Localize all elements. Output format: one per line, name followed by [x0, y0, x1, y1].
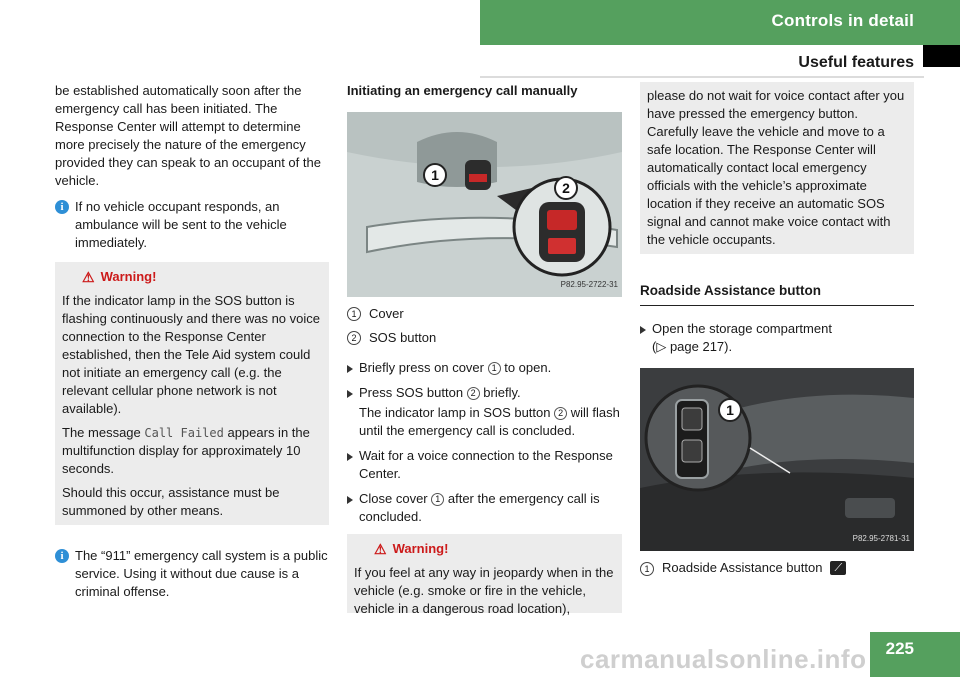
step-arrow-icon — [347, 496, 353, 504]
info-icon: i — [55, 200, 69, 214]
callout-number: 1 — [640, 562, 654, 576]
info-text: The “911” emergency call system is a public service. Using it without due cause is a criminal offense. — [75, 548, 328, 599]
column-left — [55, 82, 329, 611]
callout-number: 1 — [347, 307, 361, 321]
header-bar — [480, 0, 960, 45]
svg-text:1: 1 — [431, 167, 439, 183]
warning-triangle-icon: ⚠ — [82, 269, 95, 285]
legend-text: Cover — [369, 306, 404, 321]
warning-paragraph-message — [62, 424, 322, 478]
callout-number: 2 — [467, 387, 480, 400]
svg-text:2: 2 — [562, 180, 570, 196]
legend-text: Roadside Assistance button — [662, 560, 823, 575]
callout-number: 1 — [488, 362, 501, 375]
step-item — [347, 384, 622, 402]
roadside-button-figure — [640, 368, 914, 551]
callout-number: 2 — [554, 407, 567, 420]
text: after the emergency call is concluded. — [359, 491, 600, 524]
callout-number: 1 — [431, 493, 444, 506]
step-text — [652, 320, 832, 356]
step-text — [359, 359, 551, 377]
legend-text: SOS button — [369, 330, 437, 345]
sos-button-illustration — [347, 112, 622, 297]
column-middle — [347, 82, 622, 616]
step-arrow-icon — [347, 365, 353, 373]
text: will flash until the emergency call is concluded. — [359, 405, 620, 438]
warning-box — [347, 534, 622, 616]
info-icon: i — [55, 549, 69, 563]
intro-paragraph: be established automatically soon after the emergency call has been initiated. The Response Center will attempt to determine more precisely the nature of the emergency provided they can speak to an occupant of the vehicle. — [55, 83, 321, 188]
info-text: If no vehicle occupant responds, an ambulance will be sent to the vehicle immediately. — [75, 199, 287, 250]
warning-paragraph: If you feel at any way in jeopardy when in the vehicle (e.g. smoke or fire in the vehicle, vehicle in a dangerous road location), — [354, 565, 614, 616]
legend-item — [347, 329, 622, 347]
text: briefly. — [479, 385, 521, 400]
info-note — [55, 547, 329, 601]
text: appears in the multifunction display for approximately 10 seconds. — [62, 425, 310, 476]
roadside-assistance-icon: ⟋ — [830, 561, 846, 575]
step-item — [347, 447, 622, 483]
warning-title — [82, 268, 322, 286]
warning-paragraph: please do not wait for voice contact after you have pressed the emergency button. Carefully leave the vehicle and move to a safe location. The Response Center will automatically contact local emergency officials with the vehicle’s approximate location if they receive an automatic SOS signal and cannot make voice contact with the vehicle occupants. — [647, 88, 905, 247]
text: Open the storage compartment — [652, 321, 832, 336]
page-number: 225 — [885, 639, 914, 658]
step-item — [640, 320, 914, 356]
text: Press SOS button — [359, 385, 467, 400]
sos-button-figure — [347, 112, 622, 297]
text: The indicator lamp in SOS button — [359, 405, 555, 420]
page-reference: (▷ page 217). — [652, 339, 733, 354]
figure-code: P82.95-2722-31 — [560, 280, 618, 289]
step-text — [359, 490, 622, 526]
warning-paragraph: Should this occur, assistance must be summoned by other means. — [62, 485, 280, 518]
watermark-text: carmanualsonline.info — [580, 644, 867, 674]
step-arrow-icon — [347, 390, 353, 398]
roadside-button-illustration — [640, 368, 914, 551]
warning-continuation-box — [640, 82, 914, 254]
step-item — [347, 490, 622, 526]
text: The message — [62, 425, 145, 440]
header-divider — [480, 76, 924, 78]
text: Close cover — [359, 491, 432, 506]
warning-box — [55, 262, 329, 525]
step-arrow-icon — [347, 453, 353, 461]
legend-item — [640, 559, 914, 577]
warning-title-text: Warning! — [392, 541, 449, 556]
warning-title-text: Warning! — [100, 269, 157, 284]
subsection-title: Useful features — [798, 54, 914, 71]
step-text: Wait for a voice connection to the Response Center. — [359, 448, 613, 481]
section-title: Controls in detail — [771, 11, 914, 30]
svg-text:1: 1 — [726, 402, 734, 418]
callout-number: 2 — [347, 331, 361, 345]
page-number-box — [870, 632, 960, 677]
section-heading: Roadside Assistance button — [640, 282, 914, 306]
legend-item — [347, 305, 622, 323]
text: to open. — [500, 360, 552, 375]
column-right — [640, 82, 914, 581]
figure-code: P82.95-2781-31 — [852, 534, 910, 543]
step-item — [347, 359, 622, 377]
warning-triangle-icon: ⚠ — [374, 541, 387, 557]
step-text — [359, 384, 521, 402]
info-note — [55, 198, 329, 252]
step-detail — [359, 404, 622, 440]
warning-title — [374, 540, 615, 558]
step-arrow-icon — [640, 326, 646, 334]
display-message: Call Failed — [144, 426, 224, 440]
header-tab-marker — [923, 45, 960, 67]
section-heading: Initiating an emergency call manually — [347, 83, 578, 98]
warning-paragraph: If the indicator lamp in the SOS button is flashing continuously and there was no voice connection to the Response Center established, then the Tele Aid system could not initiate an emergency call (e.g. the relevant cellular phone network is not available). — [62, 293, 320, 416]
text: Briefly press on cover — [359, 360, 488, 375]
